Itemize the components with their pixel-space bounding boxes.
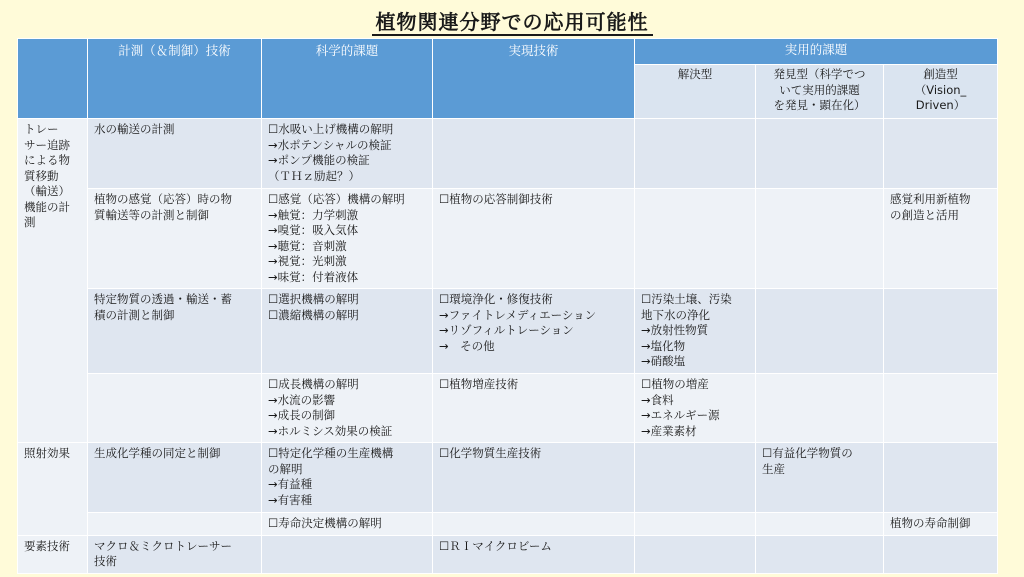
- cell-line: ☐寿命決定機構の解明: [268, 516, 382, 530]
- cell-measure: [88, 443, 262, 513]
- cell-line: →ファイトレメディエーション: [439, 307, 597, 322]
- header-create: 創造型 （Vision_ Driven）: [884, 65, 998, 119]
- cell-line: ☐濃縮機構の解明: [268, 307, 359, 322]
- cell-line: →聴覚：音刺激: [268, 238, 347, 253]
- cell-tech: [433, 289, 635, 374]
- cell-line: →味覚：付着液体: [268, 269, 359, 284]
- cell-line: （ＴＨｚ励起？）: [268, 168, 360, 183]
- cell-line: 植物の寿命制御: [890, 516, 971, 530]
- table-row: [18, 443, 998, 513]
- cell-line: ☐植物増産技術: [439, 377, 519, 391]
- cell-discover: [756, 443, 884, 513]
- cell-line: 水の輸送の計測: [94, 122, 175, 136]
- cell-line: マクロ＆ミクロトレーサー: [94, 538, 232, 553]
- cell-solve: [635, 443, 756, 513]
- cell-line: ☐特定化学種の生産機構: [268, 446, 394, 460]
- cell-science: [262, 513, 433, 536]
- cell-line: ☐汚染土壌、汚染: [641, 292, 732, 306]
- cell-measure: [88, 535, 262, 573]
- cell-line: ☐水吸い上げ機構の解明: [268, 122, 394, 136]
- cell-tech: [433, 189, 635, 289]
- cell-line: →有害種: [268, 492, 313, 507]
- cell-solve: [635, 189, 756, 289]
- cell-line: →有益種: [268, 477, 313, 491]
- cell-line: →リゾフィルトレーション: [439, 323, 574, 337]
- cell-discover: [756, 535, 884, 573]
- cell-science: [262, 119, 433, 189]
- cell-line: 特定物質の透過・輸送・蓄: [94, 292, 232, 306]
- header-corner: [18, 39, 88, 119]
- cell-science: [262, 443, 433, 513]
- cell-line: 積の計測と制御: [94, 307, 175, 322]
- cell-line: → その他: [439, 338, 495, 353]
- cell-science: [262, 374, 433, 443]
- cell-line: →触覚：力学刺激: [268, 207, 359, 222]
- header-technology: 実現技術: [433, 39, 635, 119]
- table-row: [18, 513, 998, 536]
- cell-line: ☐化学物質生産技術: [439, 446, 542, 460]
- cell-line: 植物の感覚（応答）時の物: [94, 192, 232, 206]
- cell-science: [262, 535, 433, 573]
- cell-measure: [88, 374, 262, 443]
- header-practical: 実用的課題: [635, 39, 998, 65]
- rowhead-elemental: 要素技術: [18, 535, 88, 573]
- cell-line: →水流の影響: [268, 392, 336, 407]
- cell-tech: [433, 513, 635, 536]
- header-measurement: 計測（＆制御）技術: [88, 39, 262, 119]
- cell-line: ☐感覚（応答）機構の解明: [268, 192, 405, 206]
- cell-line: →成長の制御: [268, 408, 336, 422]
- cell-science: [262, 189, 433, 289]
- cell-line: ☐植物の応答制御技術: [439, 192, 553, 206]
- cell-tech: [433, 119, 635, 189]
- cell-solve: [635, 513, 756, 536]
- cell-solve: [635, 535, 756, 573]
- cell-measure: [88, 119, 262, 189]
- cell-tech: [433, 374, 635, 443]
- cell-discover: [756, 119, 884, 189]
- cell-create: [884, 289, 998, 374]
- application-table: [17, 38, 998, 574]
- cell-discover: [756, 289, 884, 374]
- cell-create: [884, 513, 998, 536]
- table-row: [18, 289, 998, 374]
- table-row: [18, 535, 998, 573]
- cell-create: [884, 189, 998, 289]
- header-solve: 解決型: [635, 65, 756, 119]
- cell-line: →硝酸塩: [641, 354, 686, 368]
- cell-solve: [635, 289, 756, 374]
- cell-measure: [88, 189, 262, 289]
- cell-measure: [88, 289, 262, 374]
- cell-line: 生産: [762, 461, 785, 476]
- rowhead-irradiation: 照射効果: [18, 443, 88, 536]
- cell-line: ☐環境浄化・修復技術: [439, 292, 553, 306]
- cell-line: →視覚：光刺激: [268, 254, 347, 268]
- cell-line: 質輸送等の計測と制御: [94, 207, 209, 222]
- table-row: [18, 189, 998, 289]
- cell-line: →エネルギー源: [641, 408, 720, 422]
- cell-line: →水ポテンシャルの検証: [268, 137, 392, 152]
- cell-line: →食料: [641, 392, 674, 407]
- table-row: [18, 119, 998, 189]
- cell-line: ☐選択機構の解明: [268, 292, 359, 306]
- cell-line: →嗅覚：吸入気体: [268, 223, 359, 237]
- cell-create: [884, 443, 998, 513]
- cell-create: [884, 535, 998, 573]
- header-scientific: 科学的課題: [262, 39, 433, 119]
- cell-line: →ホルミシス効果の検証: [268, 423, 393, 438]
- cell-discover: [756, 374, 884, 443]
- cell-line: →塩化物: [641, 338, 686, 353]
- cell-line: の解明: [268, 461, 303, 476]
- cell-measure: [88, 513, 262, 536]
- cell-line: →産業素材: [641, 423, 697, 438]
- header-discover: 発見型（科学でつ いて実用的課題 を発見・顕在化）: [756, 65, 884, 119]
- rowhead-tracer: トレー サー追跡 による物 質移動 （輸送） 機能の計 測: [18, 119, 88, 443]
- cell-tech: [433, 535, 635, 573]
- cell-line: 感覚利用新植物: [890, 192, 971, 206]
- cell-line: 地下水の浄化: [641, 307, 710, 322]
- cell-line: 技術: [94, 554, 117, 568]
- cell-create: [884, 119, 998, 189]
- cell-discover: [756, 513, 884, 536]
- page-title: 植物関連分野での応用可能性: [0, 6, 1024, 35]
- table-row: [18, 374, 998, 443]
- cell-science: [262, 289, 433, 374]
- cell-line: →放射性物質: [641, 323, 709, 337]
- cell-line: →ポンプ機能の検証: [268, 153, 370, 167]
- cell-discover: [756, 189, 884, 289]
- cell-solve: [635, 119, 756, 189]
- cell-create: [884, 374, 998, 443]
- cell-line: ☐ＲＩマイクロビーム: [439, 538, 552, 553]
- cell-tech: [433, 443, 635, 513]
- cell-line: ☐植物の増産: [641, 377, 709, 391]
- cell-line: ☐有益化学物質の: [762, 446, 853, 460]
- cell-line: の創造と活用: [890, 207, 959, 222]
- cell-solve: [635, 374, 756, 443]
- cell-line: 生成化学種の同定と制御: [94, 446, 221, 460]
- cell-line: ☐成長機構の解明: [268, 377, 359, 391]
